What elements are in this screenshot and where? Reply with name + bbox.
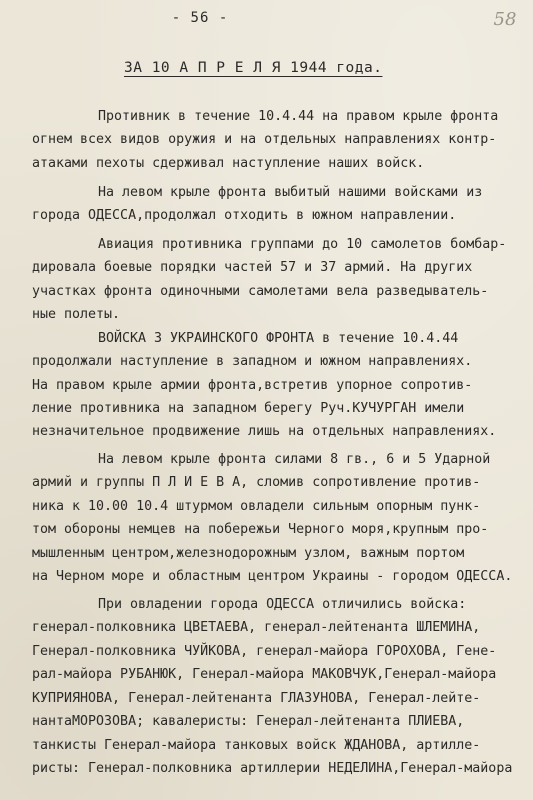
text-line: нантаМОРОЗОВА; кавалеристы: Генерал-лейтенанта ПЛИЕВА, bbox=[32, 714, 465, 729]
text-line: ВОЙСКА 3 УКРАИНСКОГО ФРОНТА в течение 10.4.44 bbox=[98, 331, 459, 346]
text-line: На левом крыле фронта выбитый нашими войсками из bbox=[98, 185, 483, 200]
text-line: участках фронта одиночными самолетами вела разведыватель- bbox=[32, 284, 489, 299]
text-line: рал-майора РУБАНЮК, Генерал-майора МАКОВЧУК,Генерал-майора bbox=[32, 667, 497, 682]
text-line: огнем всех видов оружия и на отдельных направлениях контр- bbox=[32, 132, 497, 147]
text-line: ление противника на западном берегу Руч.КУЧУРГАН имели bbox=[32, 401, 465, 416]
text-line: танкисты Генерал-майора танковых войск ЖДАНОВА, артилле- bbox=[32, 738, 481, 753]
page-number: - 56 - bbox=[171, 10, 229, 26]
text-line: армий и группы П Л И Е В А, сломив сопротивление против- bbox=[32, 475, 481, 490]
text-line: КУПРИЯНОВА, Генерал-лейтенанта ГЛАЗУНОВА, Генерал-лейте- bbox=[32, 691, 481, 706]
archive-page-mark: 58 bbox=[493, 9, 517, 30]
text-line: на Черном море и областным центром Украины - городом ОДЕССА. bbox=[32, 569, 513, 584]
text-line: Авиация противника группами до 10 самолетов бомбар- bbox=[98, 237, 507, 252]
text-line: незначительное продвижение лишь на отдельных направлениях. bbox=[32, 424, 497, 439]
text-line: ристы: Генерал-полковника артиллерии НЕДЕЛИНА,Генерал-майора bbox=[32, 761, 513, 776]
text-line: При овладении города ОДЕССА отличились войска: bbox=[98, 597, 467, 612]
text-line: ные полеты. bbox=[32, 307, 121, 322]
text-line: Противник в течение 10.4.44 на правом крыле фронта bbox=[98, 109, 499, 124]
text-line: том обороны немцев на побережьи Черного моря,крупным про- bbox=[32, 522, 489, 537]
text-line: продолжали наступление в западном и южном направлениях. bbox=[32, 354, 473, 369]
text-line: атаками пехоты сдерживал наступление наших войск. bbox=[32, 156, 425, 171]
text-line: генерал-полковника ЦВЕТАЕВА, генерал-лейтенанта ШЛЕМИНА, bbox=[32, 620, 481, 635]
text-line: На левом крыле фронта силами 8 гв., 6 и 5 Ударной bbox=[98, 452, 491, 467]
document-heading: ЗА 10 А П Р Е Л Я 1944 года. bbox=[124, 60, 383, 76]
text-line: города ОДЕССА,продолжал отходить в южном направлении. bbox=[32, 208, 457, 223]
text-line: мышленным центром,железнодорожным узлом, важным портом bbox=[32, 546, 465, 561]
text-line: дировала боевые порядки частей 57 и 37 армий. На других bbox=[32, 260, 473, 275]
text-line: ника к 10.00 10.4 штурмом овладели сильным опорным пунк- bbox=[32, 499, 481, 514]
text-line: Генерал-полковника ЧУЙКОВА, генерал-майора ГОРОХОВА, Гене- bbox=[32, 644, 497, 659]
text-line: На правом крыле армии фронта,встретив упорное сопротив- bbox=[32, 378, 473, 393]
